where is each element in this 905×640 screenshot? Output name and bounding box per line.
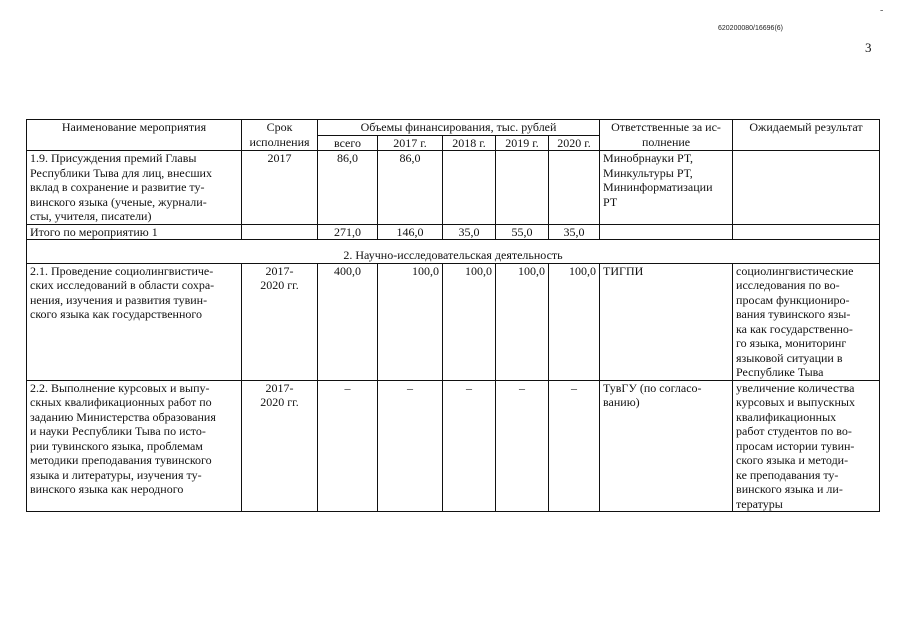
subtotal-2018: 35,0 bbox=[443, 224, 496, 240]
activity-term bbox=[242, 263, 318, 380]
header-2018: 2018 г. bbox=[443, 135, 496, 151]
text-line: го языка, мониторинг bbox=[736, 336, 847, 350]
text-line: курсовых и выпускных bbox=[736, 395, 855, 409]
expected-result bbox=[733, 380, 880, 512]
funding-total: – bbox=[318, 380, 378, 512]
activity-name bbox=[27, 151, 242, 225]
page-number: 3 bbox=[865, 40, 872, 55]
subtotal-row bbox=[27, 224, 880, 240]
text-line: нения, изучения и развития тувин- bbox=[30, 292, 208, 307]
expected-result bbox=[733, 151, 880, 225]
text-line: и науки Республики Тыва по исто- bbox=[30, 424, 206, 438]
activity-term bbox=[242, 380, 318, 512]
header-term-line-1: Срок bbox=[266, 120, 293, 134]
funding-2018 bbox=[443, 151, 496, 225]
text-line: вания тувинского язы- bbox=[736, 307, 851, 321]
responsible bbox=[600, 263, 733, 380]
header-2019: 2019 г. bbox=[496, 135, 549, 151]
funding-2019 bbox=[496, 151, 549, 225]
activity-name bbox=[27, 380, 242, 512]
table-row bbox=[27, 380, 880, 512]
header-name: Наименование мероприятия bbox=[27, 120, 242, 151]
text-line: методики преподавания тувинского bbox=[30, 453, 212, 467]
funding-2017: 100,0 bbox=[378, 263, 443, 380]
text-line: ского языка и методи- bbox=[736, 453, 849, 467]
funding-2020 bbox=[549, 151, 600, 225]
text-line: РТ bbox=[603, 194, 618, 209]
text-line: 2020 гг. bbox=[260, 278, 299, 292]
text-line: работ студентов по во- bbox=[736, 424, 852, 438]
header-2017: 2017 г. bbox=[378, 135, 443, 151]
text-line: 2020 гг. bbox=[260, 395, 299, 409]
text-line: ских исследований в области сохра- bbox=[30, 278, 215, 292]
text-line: 2.1. Проведение социолингвистиче- bbox=[30, 263, 214, 278]
text-line: исследования по во- bbox=[736, 278, 840, 292]
section-title: 2. Научно-исследовательская деятельность bbox=[27, 240, 880, 264]
text-line: просам функциониро- bbox=[736, 292, 850, 307]
header-row-1 bbox=[27, 120, 880, 136]
text-line: 1.9. Присуждения премий Главы bbox=[30, 151, 197, 165]
funding-2019: – bbox=[496, 380, 549, 512]
subtotal-2020: 35,0 bbox=[549, 224, 600, 240]
text-line: увеличение количества bbox=[736, 380, 855, 395]
funding-2017: – bbox=[378, 380, 443, 512]
header-result: Ожидаемый результат bbox=[733, 120, 880, 151]
header-term-line-2: исполнения bbox=[249, 134, 310, 149]
text-line: 2017 bbox=[267, 151, 292, 165]
header-total: всего bbox=[318, 135, 378, 151]
text-line: ского языка как государственного bbox=[30, 307, 202, 321]
text-line: рии тувинского языка, проблемам bbox=[30, 438, 203, 453]
text-line: 2017- bbox=[265, 380, 294, 395]
funding-2018: – bbox=[443, 380, 496, 512]
text-line: винского языка как неродного bbox=[30, 482, 184, 496]
text-line: ке преподавания ту- bbox=[736, 467, 839, 482]
funding-2020: – bbox=[549, 380, 600, 512]
table-row bbox=[27, 263, 880, 380]
text-line: языка и литературы, изучения ту- bbox=[30, 467, 202, 482]
text-line: ТувГУ (по согласо- bbox=[603, 380, 702, 395]
subtotal-responsible bbox=[600, 224, 733, 240]
header-2020: 2020 г. bbox=[549, 135, 600, 151]
funding-2019: 100,0 bbox=[496, 263, 549, 380]
header-responsible bbox=[600, 120, 733, 151]
text-line: ванию) bbox=[603, 395, 640, 409]
text-line: 2.2. Выполнение курсовых и выпу- bbox=[30, 380, 210, 395]
text-line: заданию Министерства образования bbox=[30, 409, 216, 424]
text-line: Республики Тыва для лиц, внесших bbox=[30, 165, 212, 180]
subtotal-label: Итого по мероприятию 1 bbox=[27, 224, 242, 240]
text-line: социолингвистические bbox=[736, 263, 854, 278]
responsible bbox=[600, 151, 733, 225]
text-line: просам истории тувин- bbox=[736, 438, 855, 453]
text-line: ТИГПИ bbox=[603, 263, 644, 278]
expected-result bbox=[733, 263, 880, 380]
funding-2020: 100,0 bbox=[549, 263, 600, 380]
subtotal-term bbox=[242, 224, 318, 240]
section-row bbox=[27, 240, 880, 264]
subtotal-2017: 146,0 bbox=[378, 224, 443, 240]
text-line: сты, учителя, писатели) bbox=[30, 209, 152, 223]
text-line: ка как государственно- bbox=[736, 321, 853, 336]
activity-term bbox=[242, 151, 318, 225]
text-line: винского языка и ли- bbox=[736, 482, 843, 496]
text-line: Минкультуры РТ, bbox=[603, 165, 693, 180]
table-row bbox=[27, 151, 880, 225]
text-line: языковой ситуации в bbox=[736, 350, 843, 365]
responsible bbox=[600, 380, 733, 512]
subtotal-total: 271,0 bbox=[318, 224, 378, 240]
funding-2017: 86,0 bbox=[378, 151, 443, 225]
subtotal-result bbox=[733, 224, 880, 240]
text-line: тературы bbox=[736, 496, 783, 511]
activity-name bbox=[27, 263, 242, 380]
text-line: 2017- bbox=[265, 263, 294, 278]
header-funding: Объемы финансирования, тыс. рублей bbox=[318, 120, 600, 136]
activities-table bbox=[26, 119, 880, 512]
funding-2018: 100,0 bbox=[443, 263, 496, 380]
funding-total: 400,0 bbox=[318, 263, 378, 380]
funding-total: 86,0 bbox=[318, 151, 378, 225]
subtotal-2019: 55,0 bbox=[496, 224, 549, 240]
document-code: 620200080/16696(6) bbox=[718, 25, 784, 32]
text-line: Минобрнауки РТ, bbox=[603, 151, 693, 165]
header-term bbox=[242, 120, 318, 151]
text-line: квалификационных bbox=[736, 409, 837, 424]
text-line: Республике Тыва bbox=[736, 365, 824, 379]
text-line: винского языка (ученые, журнали- bbox=[30, 194, 207, 209]
header-responsible-line-2: полнение bbox=[641, 134, 691, 149]
header-responsible-line-1: Ответственные за ис- bbox=[611, 120, 721, 134]
text-line: скных квалификационных работ по bbox=[30, 395, 212, 409]
text-line: Мининформатизации bbox=[603, 180, 713, 194]
text-line: вклад в сохранение и развитие ту- bbox=[30, 180, 205, 194]
edge-mark: - bbox=[880, 5, 884, 16]
